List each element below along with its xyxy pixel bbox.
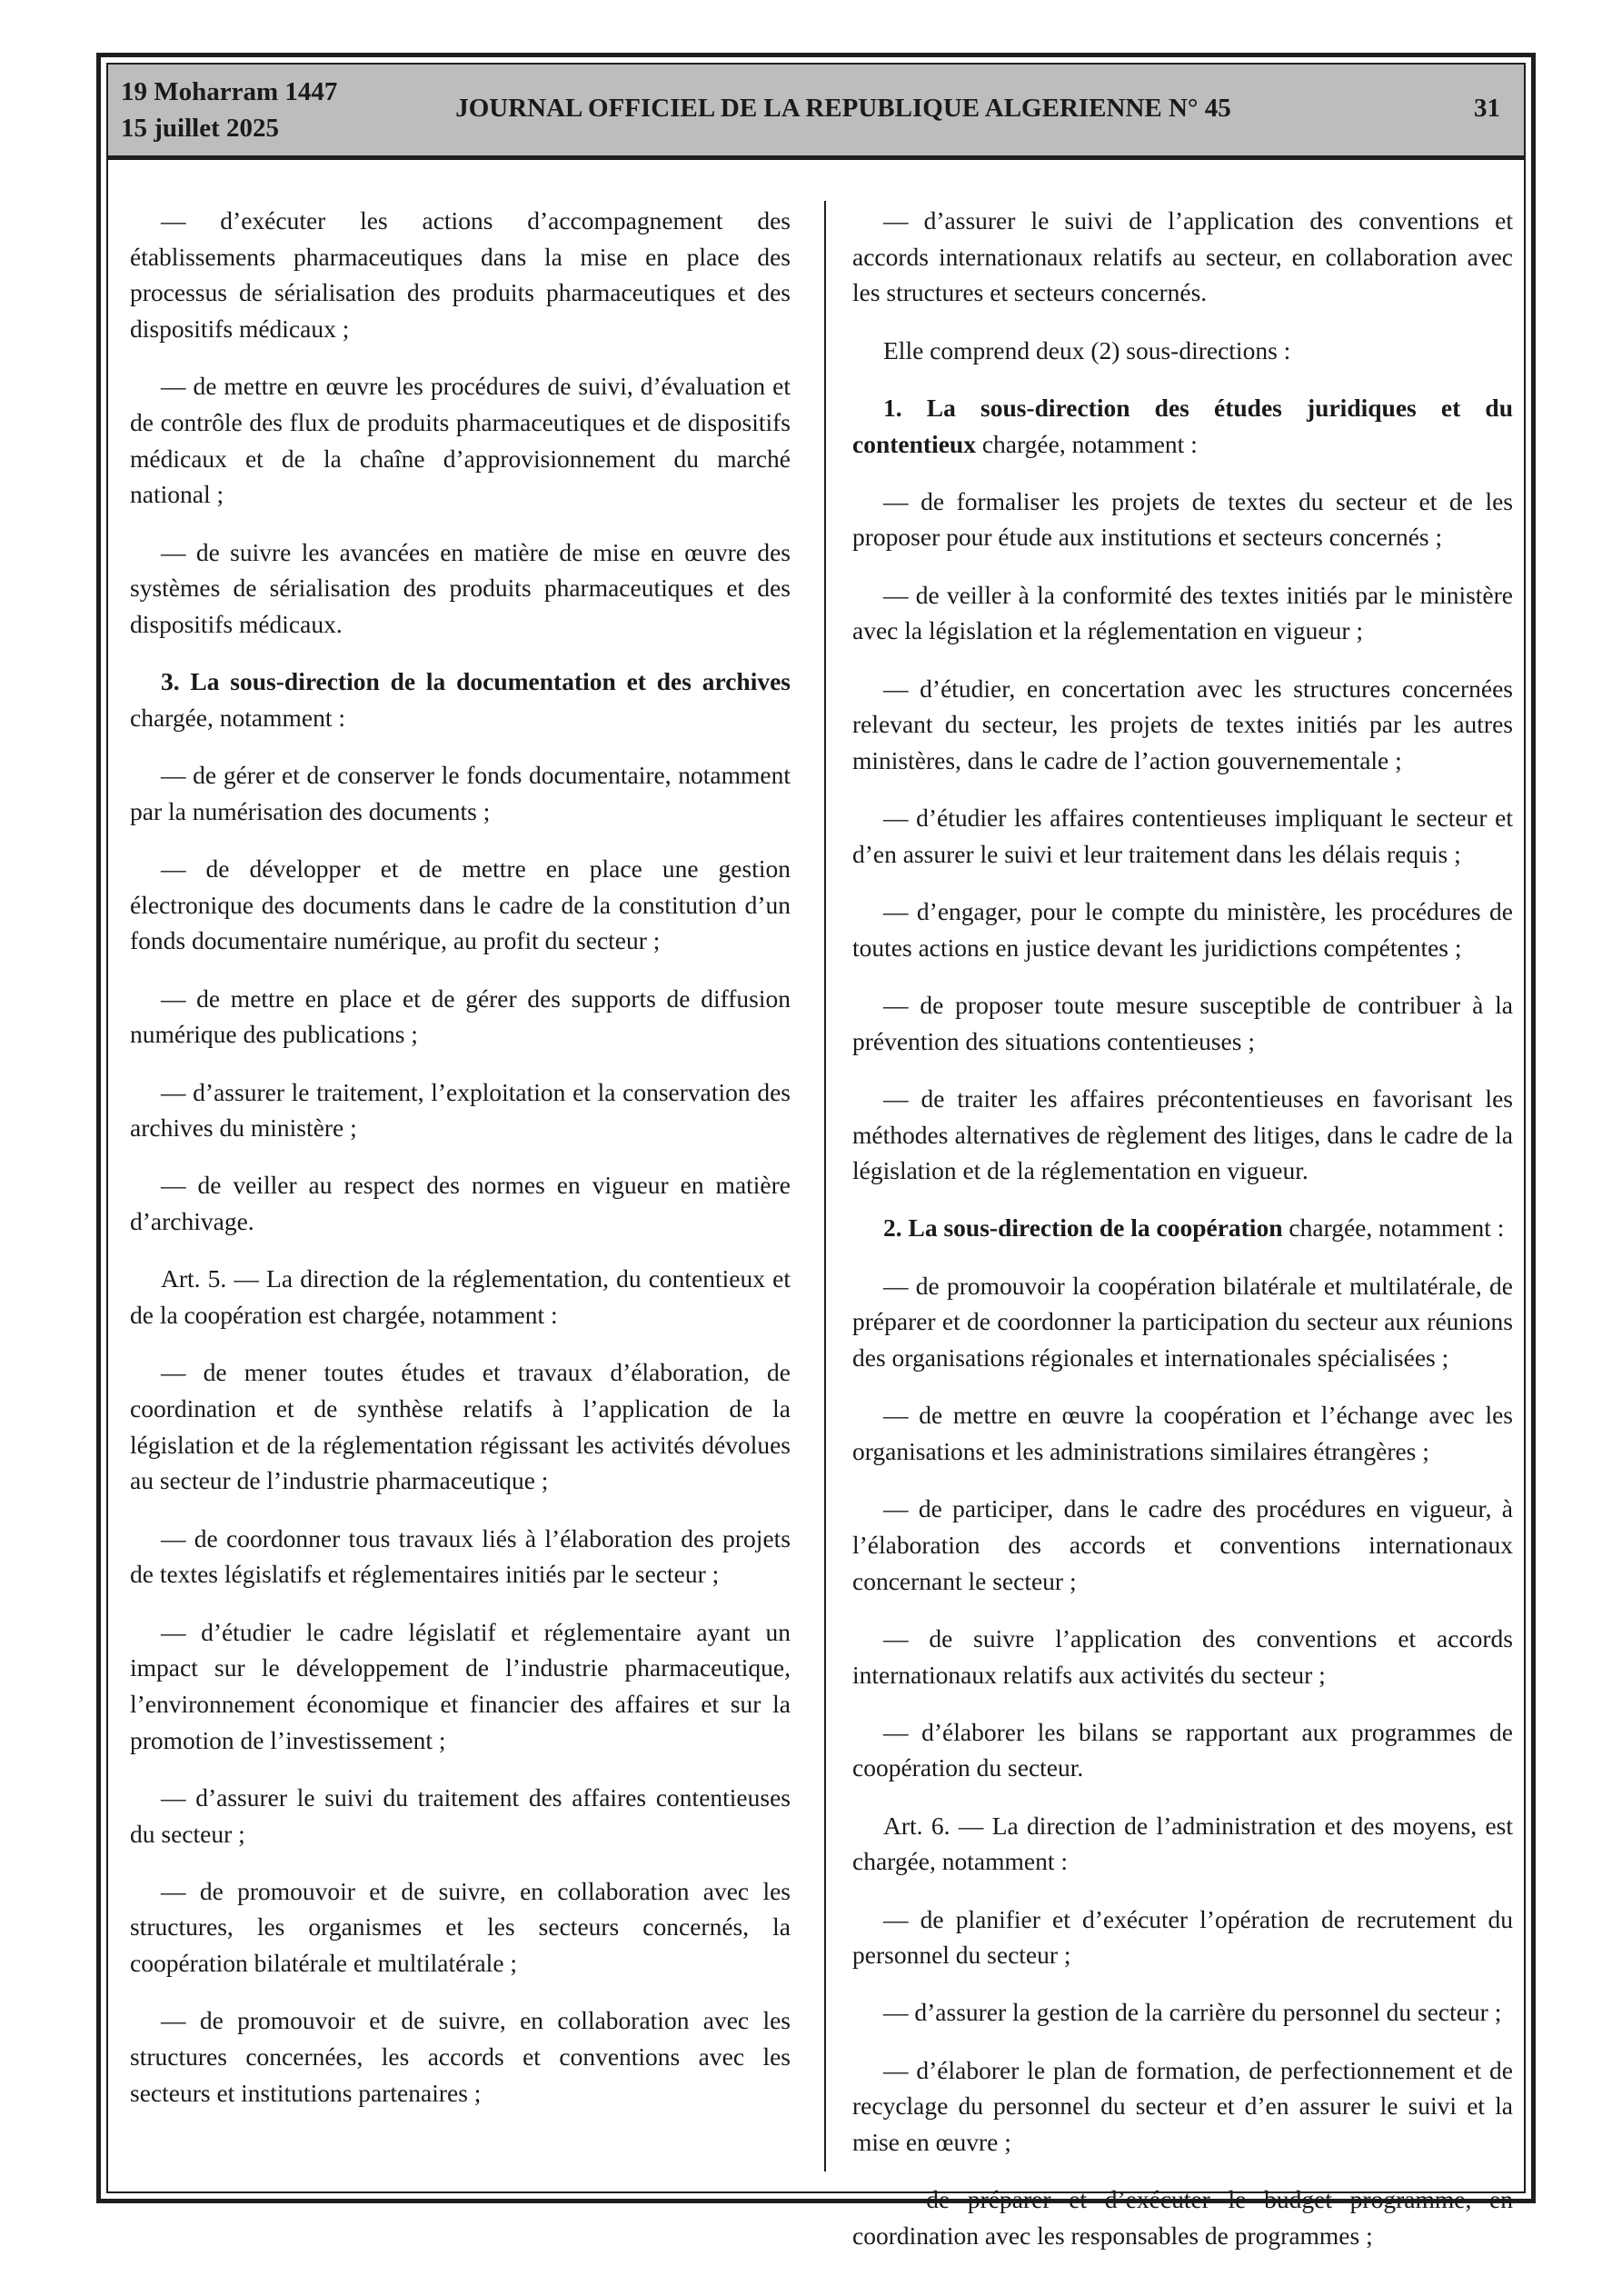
paragraph: — de mettre en œuvre les procédures de suivi, d’évaluation et de contrôle des flux de produits pharmaceutiques et de dispositifs médicaux et de la chaîne d’approvisionnement du marché national ; bbox=[130, 372, 791, 509]
column-divider bbox=[824, 201, 826, 2171]
paragraph: Elle comprend deux (2) sous-directions : bbox=[883, 335, 1291, 364]
paragraph: — de préparer et d’exécuter le budget programme, en coordination avec les responsables de programmes ; bbox=[852, 2185, 1513, 2250]
section-subtitle: chargée, notamment : bbox=[1282, 1213, 1505, 1243]
paragraph: — d’assurer le suivi du traitement des affaires contentieuses du secteur ; bbox=[130, 1782, 791, 1848]
paragraph: Art. 5. — La direction de la réglementation, du contentieux et de la coopération est chargée, notamment : bbox=[130, 1264, 791, 1330]
paragraph: — de mettre en place et de gérer des supports de diffusion numérique des publications ; bbox=[130, 983, 791, 1049]
hijri-date: 19 Moharram 1447 bbox=[121, 77, 338, 106]
section-title: 2. La sous-direction de la coopération bbox=[883, 1213, 1283, 1243]
paragraph: — de suivre les avancées en matière de mise en œuvre des systèmes de sérialisation des produits pharmaceutiques et des dispositifs médicaux. bbox=[130, 537, 791, 639]
paragraph: — de planifier et d’exécuter l’opération de recrutement du personnel du secteur ; bbox=[852, 1904, 1513, 1970]
paragraph: — de suivre l’application des conventions et accords internationaux relatifs aux activités du secteur ; bbox=[852, 1623, 1513, 1689]
paragraph: — de promouvoir et de suivre, en collaboration avec les structures, les organismes et les secteurs concernés, la coopération bilatérale et multilatérale ; bbox=[130, 1876, 791, 1978]
paragraph: — d’étudier les affaires contentieuses impliquant le secteur et d’en assurer le suivi et leur traitement dans les délais requis ; bbox=[852, 804, 1513, 868]
page-frame-inner bbox=[106, 63, 1526, 2250]
paragraph: — de mener toutes études et travaux d’élaboration, de coordination et de synthèse relatifs à l’application de la législation et de la réglementation régissant les activités dévolues au secteur de l’industrie pharmaceutique ; bbox=[130, 1358, 791, 1495]
paragraph: — d’assurer le traitement, l’exploitation et la conservation des archives du ministère ; bbox=[130, 1077, 791, 1143]
journal-title: JOURNAL OFFICIEL DE LA REPUBLIQUE ALGERIENNE N° 45 bbox=[455, 94, 1231, 123]
page-frame bbox=[96, 53, 1536, 2250]
paragraph: — de veiller à la conformité des textes initiés par le ministère avec la législation et la réglementation en vigueur ; bbox=[852, 580, 1513, 645]
section-subtitle: chargée, notamment : bbox=[975, 429, 1198, 458]
paragraph: — de mettre en œuvre la coopération et l’échange avec les organisations et les administrations similaires étrangères ; bbox=[852, 1401, 1513, 1465]
gregorian-date: 15 juillet 2025 bbox=[121, 114, 279, 143]
paragraph: — de promouvoir la coopération bilatérale et multilatérale, de préparer et de coordonner la participation du secteur aux réunions des organisations régionales et internationales spécialisées ; bbox=[852, 1271, 1513, 1373]
paragraph: — d’assurer la gestion de la carrière du personnel du secteur ; bbox=[883, 1998, 1502, 2027]
paragraph: — de proposer toute mesure susceptible de contribuer à la prévention des situations contentieuses ; bbox=[852, 990, 1513, 1055]
paragraph: — de coordonner tous travaux liés à l’élaboration des projets de textes législatifs et réglementaires initiés par le secteur ; bbox=[130, 1523, 791, 1589]
paragraph: — d’élaborer les bilans se rapportant aux programmes de coopération du secteur. bbox=[852, 1717, 1513, 1782]
paragraph: — de participer, dans le cadre des procédures en vigueur, à l’élaboration des accords et conventions internationaux concernant le secteur ; bbox=[852, 1494, 1513, 1595]
paragraph: — d’assurer le suivi de l’application des conventions et accords internationaux relatifs au secteur, en collaboration avec les structures et secteurs concernés. bbox=[852, 206, 1513, 307]
paragraph: — de promouvoir et de suivre, en collaboration avec les structures concernées, les accords et conventions avec les secteurs et institutions partenaires ; bbox=[130, 2006, 791, 2107]
section-title: 1. La sous-direction des études juridiques et du contentieux bbox=[852, 393, 1513, 458]
paragraph: — d’élaborer le plan de formation, de perfectionnement et de recyclage du personnel du secteur et d’en assurer le suivi et la mise en œuvre ; bbox=[852, 2055, 1513, 2157]
paragraph: — de formaliser les projets de textes du secteur et de les proposer pour étude aux institutions et secteurs concernés ; bbox=[852, 486, 1513, 552]
section-heading bbox=[852, 1210, 1513, 1246]
journal-header bbox=[108, 65, 1524, 160]
paragraph: — de traiter les affaires précontentieuses en favorisant les méthodes alternatives de règlement des litiges, dans le cadre de la législation et de la réglementation en vigueur. bbox=[852, 1083, 1513, 1185]
section-title: 3. La sous-direction de la documentation et des archives bbox=[161, 667, 791, 696]
paragraph: — de veiller au respect des normes en vigueur en matière d’archivage. bbox=[130, 1171, 791, 1236]
right-column bbox=[852, 203, 1513, 2275]
page-number: 31 bbox=[1474, 94, 1500, 123]
paragraph: — d’exécuter les actions d’accompagnement des établissements pharmaceutiques dans la mise en place des processus de sérialisation des produits pharmaceutiques et des dispositifs médicaux ; bbox=[130, 206, 791, 344]
section-heading bbox=[852, 390, 1513, 462]
paragraph: — de gérer et de conserver le fonds documentaire, notamment par la numérisation des documents ; bbox=[130, 761, 791, 825]
left-column bbox=[130, 203, 791, 2132]
paragraph: — d’étudier, en concertation avec les structures concernées relevant du secteur, les projets de textes initiés par les autres ministères, dans le cadre de l’action gouvernementale ; bbox=[852, 674, 1513, 774]
section-heading bbox=[130, 664, 791, 735]
paragraph: Art. 6. — La direction de l’administration et des moyens, est chargée, notamment : bbox=[852, 1811, 1513, 1876]
paragraph: — d’étudier le cadre législatif et réglementaire ayant un impact sur le développement de l’industrie pharmaceutique, l’environnement économique et financier des affaires et sur la promotion de l’investissement ; bbox=[130, 1617, 791, 1754]
section-subtitle: chargée, notamment : bbox=[130, 703, 345, 732]
paragraph: — de développer et de mettre en place une gestion électronique des documents dans le cadre de la constitution d’un fonds documentaire numérique, au profit du secteur ; bbox=[130, 854, 791, 955]
paragraph: — d’engager, pour le compte du ministère, les procédures de toutes actions en justice devant les juridictions compétentes ; bbox=[852, 897, 1513, 962]
